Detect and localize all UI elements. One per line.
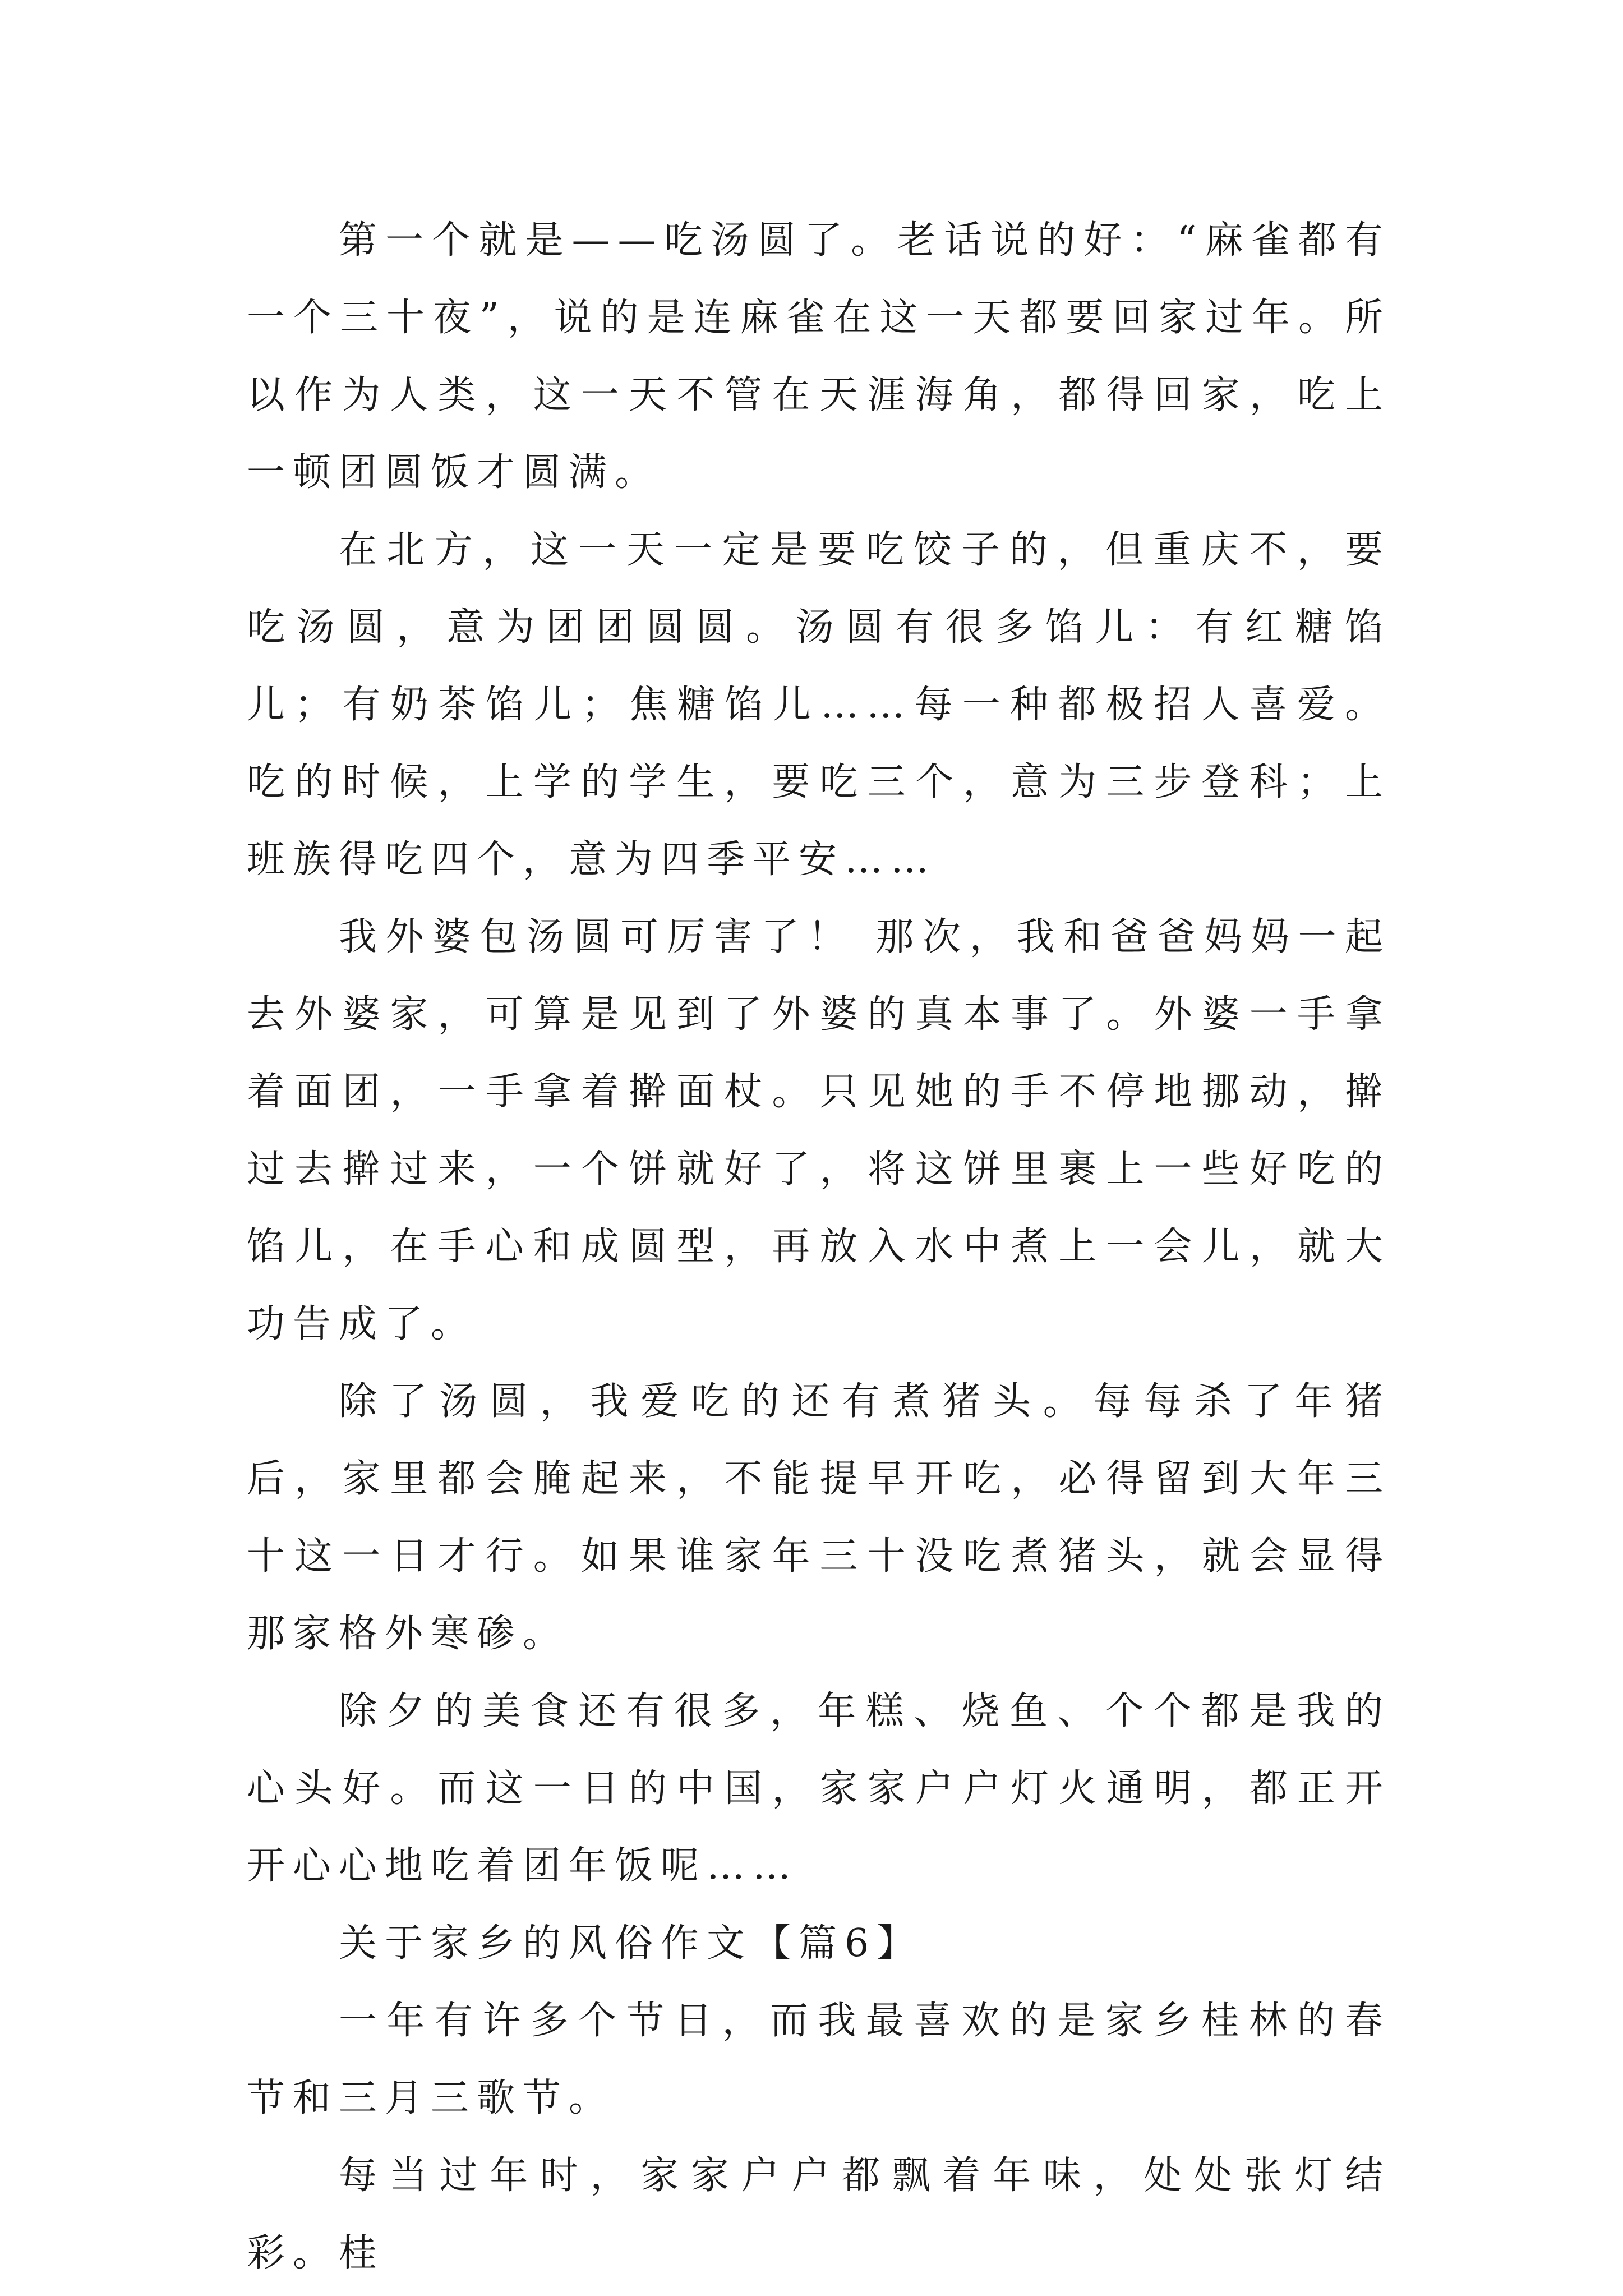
- document-body: [247, 202, 1391, 2292]
- paragraph-spring-festival: 每当过年时，家家户户都飘着年味，处处张灯结彩。桂: [247, 2154, 1391, 2275]
- paragraph-grandma: 我外婆包汤圆可厉害了！ 那次，我和爸爸妈妈一起去外婆家，可算是见到了外婆的真本事了。外婆一手拿着面团，一手拿着擀面杖。只见她的手不停地挪动，擀过去擀过来，一个饼就好了，将这饼里裹上一些好吃的馅儿，在手心和成圆型，再放入水中煮上一会儿，就大功告成了。: [247, 915, 1391, 1346]
- paragraph-pig-head: 除了汤圆，我爱吃的还有煮猪头。每每杀了年猪后，家里都会腌起来，不能提早开吃，必得留到大年三十这一日才行。如果谁家年三十没吃煮猪头，就会显得那家格外寒碜。: [247, 1379, 1391, 1656]
- paragraph-festivals: 一年有许多个节日，而我最喜欢的是家乡桂林的春节和三月三歌节。: [247, 1999, 1391, 2120]
- paragraph-new-year-food: 除夕的美食还有很多，年糕、烧鱼、个个都是我的心头好。而这一日的中国，家家户户灯火通明，都正开开心心地吃着团年饭呢……: [247, 1689, 1391, 1888]
- section-heading: 关于家乡的风俗作文【篇6】: [339, 1921, 923, 1966]
- paragraph-tangyuan-intro: 第一个就是——吃汤圆了。老话说的好：“麻雀都有一个三十夜”，说的是连麻雀在这一天都要回家过年。所以作为人类，这一天不管在天涯海角，都得回家，吃上一顿团圆饭才圆满。: [247, 218, 1391, 495]
- paragraph-north-south: 在北方，这一天一定是要吃饺子的，但重庆不，要吃汤圆，意为团团圆圆。汤圆有很多馅儿：有红糖馅儿；有奶茶馅儿；焦糖馅儿……每一种都极招人喜爱。吃的时候，上学的学生，要吃三个，意为三步登科；上班族得吃四个，意为四季平安……: [247, 528, 1391, 882]
